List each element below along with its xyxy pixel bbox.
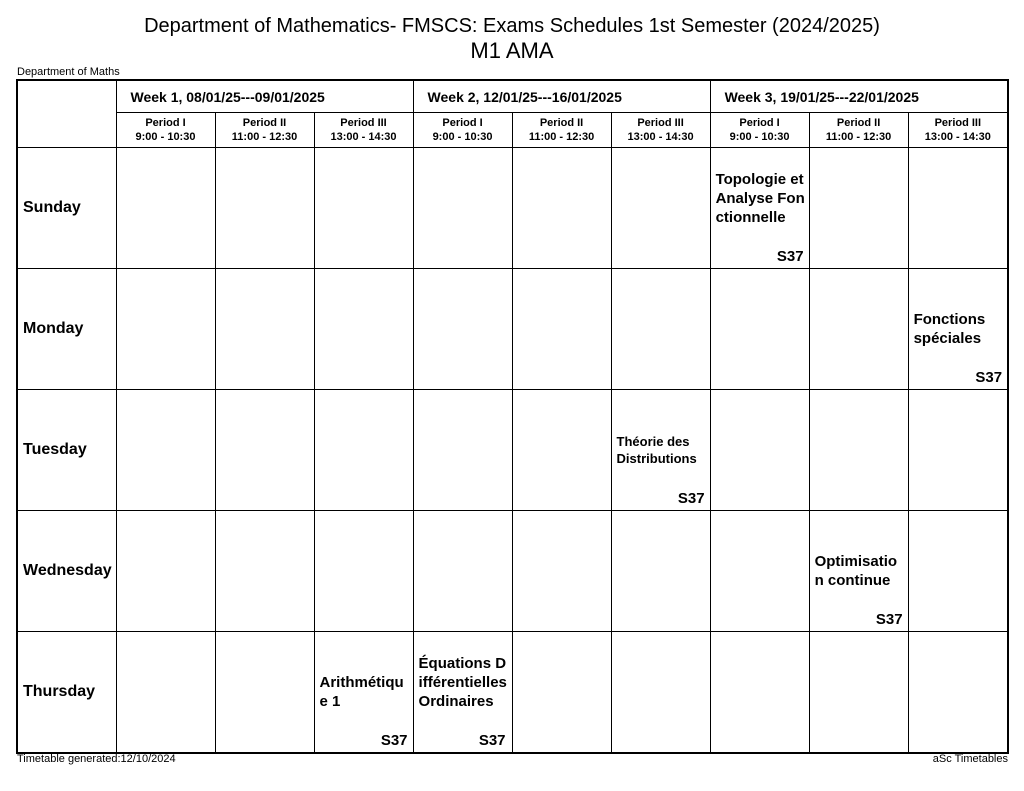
slot-cell (215, 148, 314, 269)
exam-cell (809, 511, 908, 632)
exam-name: Optimisation continue (814, 553, 898, 589)
exam-cell (611, 390, 710, 511)
period-time: 9:00 - 10:30 (729, 131, 790, 143)
period-name: Period II (539, 117, 584, 129)
slot-cell (809, 269, 908, 390)
exam-cell (710, 148, 809, 269)
period-time: 13:00 - 14:30 (924, 131, 991, 143)
period-header (908, 113, 1008, 148)
slot-cell (512, 632, 611, 753)
slot-cell (611, 148, 710, 269)
period-header (116, 113, 215, 148)
slot-cell (512, 390, 611, 511)
slot-cell (908, 632, 1008, 753)
period-name: Period II (242, 117, 287, 129)
day-label: Tuesday (17, 390, 116, 511)
exam-timetable (16, 79, 1009, 754)
period-header (809, 113, 908, 148)
period-header (413, 113, 512, 148)
exam-name: Théorie des Distributions (616, 434, 697, 466)
slot-cell (413, 269, 512, 390)
slot-cell (116, 511, 215, 632)
exam-cell (413, 632, 512, 753)
slot-cell (809, 632, 908, 753)
week-header-1: Week 1, 08/01/25---09/01/2025 (116, 80, 413, 113)
exam-room: S37 (478, 731, 506, 749)
day-label: Thursday (17, 632, 116, 753)
exam-name: Topologie et Analyse Fonctionnelle (715, 171, 805, 226)
period-time: 9:00 - 10:30 (432, 131, 493, 143)
slot-cell (215, 269, 314, 390)
day-row-monday (17, 269, 1008, 390)
exam-cell (314, 632, 413, 753)
slot-cell (215, 632, 314, 753)
slot-cell (314, 390, 413, 511)
slot-cell (809, 390, 908, 511)
slot-cell (908, 148, 1008, 269)
exam-room: S37 (776, 248, 804, 265)
week-header-3: Week 3, 19/01/25---22/01/2025 (710, 80, 1008, 113)
period-header (611, 113, 710, 148)
slot-cell (116, 148, 215, 269)
slot-cell (611, 511, 710, 632)
slot-cell (809, 148, 908, 269)
period-time: 9:00 - 10:30 (135, 131, 196, 143)
period-time: 11:00 - 12:30 (528, 131, 595, 143)
class-title: M1 AMA (470, 38, 554, 63)
period-name: Period III (340, 117, 387, 129)
slot-cell (413, 148, 512, 269)
period-time: 13:00 - 14:30 (330, 131, 397, 143)
slot-cell (314, 148, 413, 269)
slot-cell (512, 269, 611, 390)
day-label: Sunday (17, 148, 116, 269)
slot-cell (710, 511, 809, 632)
day-label: Monday (17, 269, 116, 390)
exam-name: Fonctions spéciales (913, 311, 986, 347)
slot-cell (116, 269, 215, 390)
period-name: Period I (739, 117, 780, 129)
period-time: 11:00 - 12:30 (825, 131, 892, 143)
slot-cell (512, 148, 611, 269)
slot-cell (611, 632, 710, 753)
period-header (215, 113, 314, 148)
period-name: Period II (836, 117, 881, 129)
brand-label: aSc Timetables (932, 753, 1008, 765)
day-row-tuesday (17, 390, 1008, 511)
exam-room: S37 (975, 369, 1003, 386)
day-row-thursday (17, 632, 1008, 753)
exam-room: S37 (875, 611, 903, 628)
exam-name: Arithmétique 1 (319, 674, 404, 710)
slot-cell (314, 269, 413, 390)
slot-cell (215, 390, 314, 511)
week-header-2: Week 2, 12/01/25---16/01/2025 (413, 80, 710, 113)
slot-cell (710, 632, 809, 753)
period-name: Period III (637, 117, 684, 129)
slot-cell (710, 390, 809, 511)
slot-cell (413, 511, 512, 632)
day-label: Wednesday (17, 511, 116, 632)
exam-room: S37 (677, 490, 705, 507)
period-header (512, 113, 611, 148)
slot-cell (116, 390, 215, 511)
period-time: 11:00 - 12:30 (231, 131, 298, 143)
exam-name: Équations Différentielles Ordinaires (418, 655, 507, 710)
exam-room: S37 (380, 731, 408, 749)
period-name: Period I (442, 117, 483, 129)
period-time: 13:00 - 14:30 (627, 131, 694, 143)
exam-cell (908, 269, 1008, 390)
generated-date: Timetable generated:12/10/2024 (17, 753, 176, 765)
period-header (710, 113, 809, 148)
day-row-sunday (17, 148, 1008, 269)
period-name: Period I (145, 117, 186, 129)
slot-cell (116, 632, 215, 753)
slot-cell (215, 511, 314, 632)
day-row-wednesday (17, 511, 1008, 632)
slot-cell (611, 269, 710, 390)
slot-cell (413, 390, 512, 511)
period-header (314, 113, 413, 148)
corner-cell (17, 80, 116, 148)
slot-cell (512, 511, 611, 632)
page-title: Department of Mathematics- FMSCS: Exams Schedules 1st Semester (2024/2025) (144, 15, 880, 37)
slot-cell (710, 269, 809, 390)
slot-cell (908, 390, 1008, 511)
slot-cell (908, 511, 1008, 632)
period-name: Period III (934, 117, 982, 129)
week-header-row (17, 80, 1008, 113)
period-header-row (17, 113, 1008, 148)
slot-cell (314, 511, 413, 632)
department-label: Department of Maths (17, 66, 120, 78)
